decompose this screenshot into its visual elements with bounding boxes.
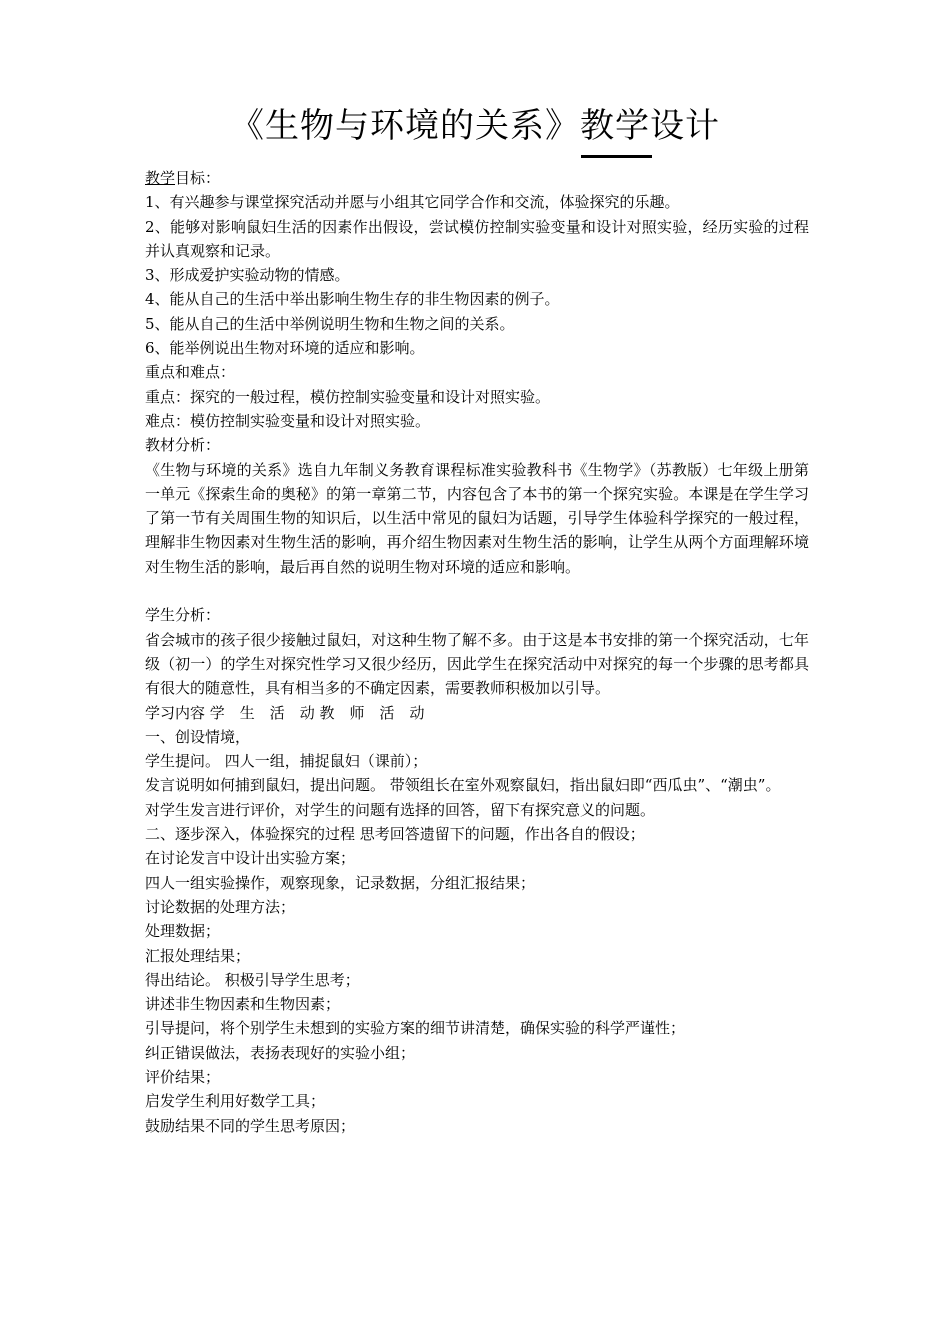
objective-item: 4、能从自己的生活中举出影响生物生存的非生物因素的例子。	[145, 290, 560, 309]
objectives-heading-underlined: 教学	[145, 169, 176, 187]
content-line: 得出结论。 积极引导学生思考；	[145, 970, 360, 989]
objective-item: 3、形成爱护实验动物的情感。	[145, 266, 350, 285]
difficult-point: 难点：模仿控制实验变量和设计对照实验。	[145, 411, 431, 430]
document-body	[145, 166, 809, 1138]
content-line: 纠正错误做法，表扬表现好的实验小组；	[145, 1043, 416, 1062]
content-line: 评价结果；	[145, 1067, 221, 1086]
content-line: 启发学生利用好数学工具；	[145, 1092, 326, 1111]
objective-item: 6、能举例说出生物对环境的适应和影响。	[145, 339, 425, 358]
content-line: 四人一组实验操作，观察现象，记录数据，分组汇报结果；	[145, 873, 536, 892]
students-heading: 学生分析：	[145, 606, 221, 625]
content-line: 学生提问。 四人一组，捕捉鼠妇（课前）；	[145, 752, 428, 771]
objectives-heading-rest: 目标：	[175, 169, 221, 187]
objective-item: 5、能从自己的生活中举例说明生物和生物之间的关系。	[145, 314, 515, 333]
content-line: 鼓励结果不同的学生思考原因；	[145, 1116, 356, 1135]
content-line: 在讨论发言中设计出实验方案；	[145, 849, 356, 868]
content-line: 对学生发言进行评价，对学生的问题有选择的回答，留下有探究意义的问题。	[145, 800, 656, 819]
objectives-heading	[145, 166, 809, 190]
content-line: 处理数据；	[145, 922, 221, 941]
title-underline	[581, 155, 652, 158]
material-heading: 教材分析：	[145, 436, 221, 455]
content-line: 讲述非生物因素和生物因素；	[145, 995, 341, 1014]
content-line: 发言说明如何捕到鼠妇，提出问题。 带领组长在室外观察鼠妇，指出鼠妇即“西瓜虫”、“潮虫”。	[145, 776, 781, 795]
content-line: 汇报处理结果；	[145, 946, 251, 965]
content-line: 讨论数据的处理方法；	[145, 897, 296, 916]
content-table-header: 学习内容 学 生 活 动 教 师 活 动	[145, 703, 425, 722]
key-points-heading: 重点和难点：	[145, 363, 236, 382]
students-paragraph: 省会城市的孩子很少接触过鼠妇，对这种生物了解不多。由于这是本书安排的第一个探究活动，七年级（初一）的学生对探究性学习又很少经历，因此学生在探究活动中对探究的每一个步骤的思考都具有很大的随意性，具有相当多的不确定因素，需要教师积极加以引导。	[145, 630, 809, 698]
content-line: 二、逐步深入，体验探究的过程 思考回答遗留下的问题，作出各自的假设；	[145, 825, 645, 844]
key-point: 重点：探究的一般过程，模仿控制实验变量和设计对照实验。	[145, 387, 551, 406]
content-line: 一、创设情境，	[145, 727, 251, 746]
objective-item: 1、有兴趣参与课堂探究活动并愿与小组其它同学合作和交流，体验探究的乐趣。	[145, 193, 680, 212]
document-title: 《生物与环境的关系》教学设计	[230, 106, 720, 146]
material-paragraph: 《生物与环境的关系》选自九年制义务教育课程标准实验教科书《生物学》（苏教版）七年级上册第一单元《探索生命的奥秘》的第一章第二节，内容包含了本书的第一个探究实验。本课是在学生学习了第一节有关周围生物的知识后，以生活中常见的鼠妇为话题，引导学生体验科学探究的一般过程，理解非生物因素对生物生活的影响，再介绍生物因素对生物生活的影响，让学生从两个方面理解环境对生物生活的影响，最后再自然的说明生物对环境的适应和影响。	[145, 460, 809, 576]
content-line: 引导提问，将个别学生未想到的实验方案的细节讲清楚，确保实验的科学严谨性；	[145, 1019, 686, 1038]
objective-item: 2、能够对影响鼠妇生活的因素作出假设，尝试模仿控制实验变量和设计对照实验，经历实验的过程并认真观察和记录。	[145, 217, 809, 260]
blank-line	[145, 579, 809, 603]
